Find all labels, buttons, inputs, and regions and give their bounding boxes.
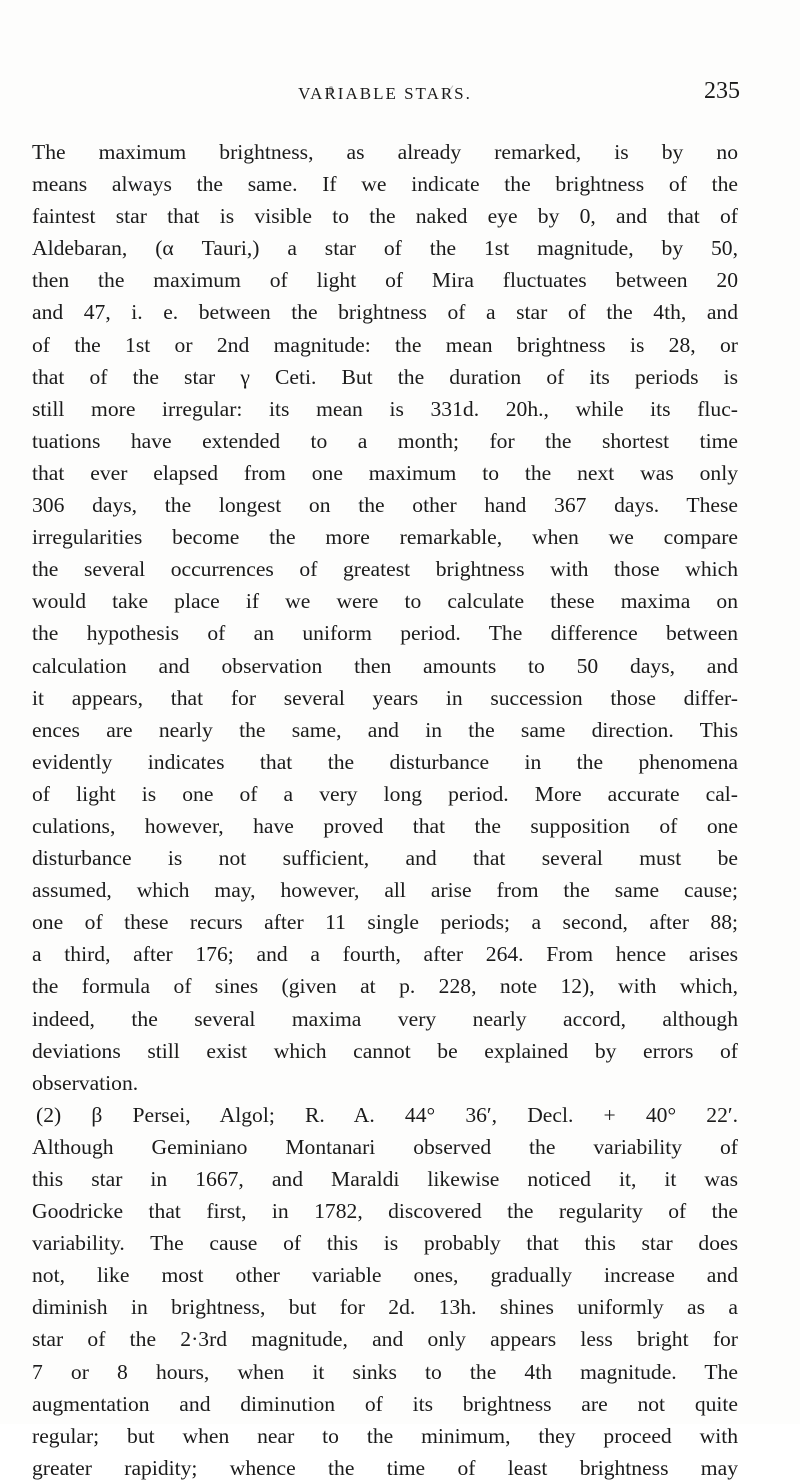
text-line: 7 or 8 hours, when it sinks to the 4th magnitude. The: [32, 1359, 738, 1384]
text-line: would take place if we were to calculate these maxima on: [32, 589, 738, 614]
text-line: and 47, i. e. between the brightness of a star of the 4th, and: [32, 300, 738, 325]
text-line: faintest star that is visible to the naked eye by 0, and that of: [32, 204, 738, 229]
text-line: culations, however, have proved that the supposition of one: [32, 813, 738, 838]
text-line: Aldebaran, (α Tauri,) a star of the 1st magnitude, by 50,: [32, 236, 738, 261]
text-line: still more irregular: its mean is 331d. 20h., while its fluc-: [32, 396, 738, 421]
text-line: ences are nearly the same, and in the same direction. This: [32, 717, 738, 742]
text-line: tuations have extended to a month; for the shortest time: [32, 428, 738, 453]
text-line: means always the same. If we indicate the brightness of the: [32, 172, 738, 197]
text-line: that of the star γ Ceti. But the duration of its periods is: [32, 364, 738, 389]
text-line: irregularities become the more remarkable, when we compare: [32, 525, 738, 550]
text-line: evidently indicates that the disturbance in the phenomena: [32, 749, 738, 774]
text-line: this star in 1667, and Maraldi likewise noticed it, it was: [32, 1167, 738, 1191]
text-line: then the maximum of light of Mira fluctuates between 20: [32, 268, 738, 293]
running-title: VARIABLE STARS.: [298, 84, 472, 103]
section-heading-line: (2) β Persei, Algol; R. A. 44° 36′, Decl. + 40° 22′.: [36, 1102, 738, 1127]
text-line: not, like most other variable ones, gradually increase and: [32, 1263, 738, 1288]
text-line: a third, after 176; and a fourth, after 264. From hence arises: [32, 942, 738, 967]
text-line: greater rapidity; whence the time of least brightness may: [32, 1455, 738, 1480]
text-line: Goodricke that first, in 1782, discovered the regularity of the: [32, 1199, 738, 1224]
text-line: augmentation and diminution of its brightness are not quite: [32, 1391, 738, 1416]
text-line: of the 1st or 2nd magnitude: the mean brightness is 28, or: [32, 332, 738, 357]
text-line: the hypothesis of an uniform period. The difference between: [32, 621, 738, 646]
running-head: [30, 78, 740, 114]
text-line: indeed, the several maxima very nearly accord, although: [32, 1006, 738, 1031]
text-line: star of the 2·3rd magnitude, and only appears less bright for: [32, 1327, 738, 1352]
text-line: it appears, that for several years in succession those differ-: [32, 685, 738, 710]
text-line: Although Geminiano Montanari observed the variability of: [32, 1134, 738, 1159]
text-line: deviations still exist which cannot be explained by errors of: [32, 1038, 738, 1063]
text-line: of light is one of a very long period. More accurate cal-: [32, 781, 738, 806]
text-line: observation.: [32, 1070, 139, 1095]
text-line: disturbance is not sufficient, and that several must be: [32, 846, 738, 871]
text-line: assumed, which may, however, all arise from the same cause;: [32, 878, 738, 903]
body-text: [32, 136, 738, 1484]
text-line: calculation and observation then amounts to 50 days, and: [32, 653, 738, 678]
text-line: regular; but when near to the minimum, they proceed with: [32, 1423, 738, 1448]
text-line: one of these recurs after 11 single periods; a second, after 88;: [32, 910, 738, 935]
text-line: variability. The cause of this is probably that this star does: [32, 1231, 738, 1256]
text-line: 306 days, the longest on the other hand 367 days. These: [32, 493, 738, 518]
text-line: diminish in brightness, but for 2d. 13h. shines uniformly as a: [32, 1295, 738, 1320]
page-number: 235: [704, 78, 740, 104]
text-line: the several occurrences of greatest brightness with those which: [32, 557, 738, 582]
text-line: the formula of sines (given at p. 228, note 12), with which,: [32, 974, 738, 999]
text-line: that ever elapsed from one maximum to the next was only: [32, 460, 738, 485]
text-line: The maximum brightness, as already remarked, is by no: [32, 140, 738, 164]
